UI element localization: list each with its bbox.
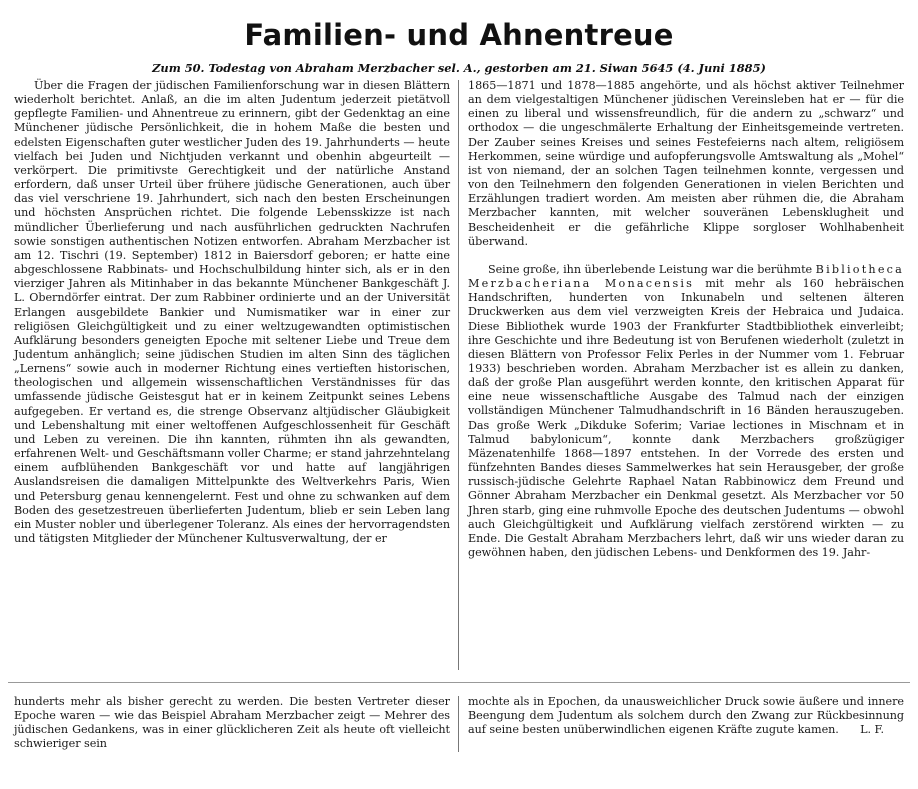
bottom-right-text: mochte als in Epochen, da unausweichlicher Druck sowie äußere und innere Beengung dem Judentum als solchem durch den Zwang zur Rückbesinnung auf seine besten unüberwindlichen eigenen Kräfte zugute kamen. xyxy=(468,695,904,737)
right-column xyxy=(468,79,904,560)
right-paragraph-2 xyxy=(468,263,904,560)
library-name: Bibliotheca Merzbacheriana Monacensis xyxy=(468,262,904,291)
column-divider xyxy=(458,80,459,670)
right-paragraph-2-intro: Seine große, ihn überlebende Leistung war die berühmte xyxy=(488,262,813,276)
left-column xyxy=(14,79,450,546)
article-subtitle: Zum 50. Todestag von Abraham Merzbacher sel. A., gestorben am 21. Siwan 5645 (4. Juni 1885) xyxy=(152,61,766,75)
left-paragraph-1: Über die Fragen der jüdischen Familienforschung war in diesen Blättern wiederholt berichtet. Anlaß, an die im alten Judentum jederzeit pietätvoll gepflegte Familien- und Ahnentreue zu erinnern, gibt der Gedenktag an eine Münchener jüdische Persönlichkeit, die in hohem Maße die besten und edelsten Eigenschaften guter westlicher Juden des 19. Jahrhunderts — heute vielfach bei Juden und Nichtjuden verkannt und obenhin abgeurteilt — verkörpert. Die primitivste Gerechtigkeit und der natürliche Anstand erfordern, daß unser Urteil über frühere jüdische Generationen, auch über das viel verschriene 19. Jahrhundert, sich nach den besten Erscheinungen und höchsten Ansprüchen richtet. Die folgende Lebensskizze ist nach mündlicher Überlieferung und nach ausführlichen gedruckten Nachrufen sowie sonstigen authentischen Notizen entworfen. Abraham Merzbacher ist am 12. Tischri (19. September) 1812 in Baiersdorf geboren; er hatte eine abgeschlossene Rabbinats- und Hochschulbildung hinter sich, als er in den vierziger Jahren als Mitinhaber in das bekannte Münchener Bankgeschäft J. L. Oberndörfer eintrat. Der zum Rabbiner ordinierte und an der Universität Erlangen ausgebildete Bankier und Numismatiker war in einer zur religiösen Gleichgültigkeit und zu einer weltzugewandten optimistischen Aufklärung besonders geneigten Epoche mit seltener Liebe und Treue dem Judentum anhänglich; seine jüdischen Studien im alten Sinn des täglichen „Lernens“ sowie auch in moderner Richtung eines vertieften historischen, theologischen und allgemein wissenschaftlichen Verständnisses für das umfassende jüdische Geistesgut hat er in keinem Zeitpunkt seines Lebens aufgegeben. Er vertand es, die strenge Observanz altjüdischer Gläubigkeit und Lebenshaltung mit einer weltoffenen Aufgeschlossenheit für Geschäft und Leben zu vereinen. Die ihn kannten, rühmten ihn als gewandten, erfahrenen Welt- und Geschäftsmann voller Charme; er stand jahrzehntelang einem aufblühenden Bankgeschäft vor und hatte auf langjährigen Auslandsreisen die damaligen Mittelpunkte des Weltverkehrs Paris, Wien und Petersburg genau kennengelernt. Fest und ohne zu schwanken auf dem Boden des gesetzestreuen überlieferten Judentum, blieb er sein Leben lang ein Muster nobler und überlegener Toleranz. Als eines der hervorragendsten und tätigsten Mitglieder der Münchener Kultusverwaltung, der er xyxy=(14,79,450,545)
author-signature: L. F. xyxy=(860,723,884,737)
bottom-column-divider xyxy=(458,696,459,752)
bottom-right-column xyxy=(468,695,904,738)
bottom-left-text: hunderts mehr als bisher gerecht zu werden. Die besten Vertreter dieser Epoche waren — wie das Beispiel Abraham Merzbacher zeigt — Mehrer des jüdischen Gedankens, was in einer glücklicheren Zeit als heute oft vielleicht schwieriger sein xyxy=(14,695,450,751)
article-title: Familien- und Ahnentreue xyxy=(244,18,674,52)
right-paragraph-1: 1865—1871 und 1878—1885 angehörte, und als höchst aktiver Teilnehmer an dem vielgestaltigen Münchener jüdischen Vereinsleben hat er — für die einen zu liberal und wissensfreundlich, für die andern zu „schwarz“ und orthodox — die ungeschmälerte Erhaltung der Einheitsgemeinde vertreten. Der Zauber seines Kreises und seines Festefeierns nach altem, religiösem Herkommen, seine würdige und aufopferungsvolle Amtswaltung als „Mohel“ ist von niemand, der an solchen Tagen teilnehmen konnte, vergessen und von den Teilnehmern den folgenden Generationen in vielen Berichten und Erzählungen tradiert worden. Am meisten aber rühmen die, die Abraham Merzbacher kannten, mit welcher souveränen Lebensklugheit und Bescheidenheit er die gefährliche Klippe sorgloser Wohlhabenheit überwand. xyxy=(468,79,904,248)
section-divider xyxy=(8,682,910,683)
right-paragraph-2-body: mit mehr als 160 hebräischen Handschriften, hunderten von Inkunabeln und seltenen älteren Druckwerken aus dem viel verzweigten Kreis der Hebraica und Judaica. Diese Bibliothek wurde 1903 der Frankfurter Stadtbibliothek einverleibt; ihre Geschichte und ihre Bedeutung ist von Berufenen wiederholt (zuletzt in diesen Blättern von Professor Felix Perles in der Nummer vom 1. Februar 1933) beschrieben worden. Abraham Merzbacher ist es allein zu danken, daß der große Plan ausgeführt werden konnte, den kritischen Apparat für eine neue wissenschaftliche Ausgabe des Talmud nach der einzigen vollständigen Münchener Talmudhandschrift in 16 Bänden herauszugeben. Das große Werk „Dikduke Soferim; Variae lectiones in Mischnam et in Talmud babylonicum“, konnte dank Merzbachers großzügiger Mäzenatenhilfe 1868—1897 entstehen. In der Vorrede des ersten und fünfzehnten Bandes dieses Sammelwerkes hat sein Herausgeber, der große russisch-jüdische Gelehrte Raphael Natan Rabbinowicz dem Freund und Gönner Abraham Merzbacher ein Denkmal gesetzt. Als Merzbacher vor 50 Jhren starb, ging eine ruhmvolle Epoche des deutschen Judentums — obwohl auch Gleichgültigkeit und Aufklärung vielfach zerstörend wirkten — zu Ende. Die Gestalt Abraham Merzbachers lehrt, daß wir uns wieder daran zu gewöhnen haben, den jüdischen Lebens- und Denkformen des 19. Jahr- xyxy=(468,277,904,559)
bottom-left-column xyxy=(14,695,450,752)
